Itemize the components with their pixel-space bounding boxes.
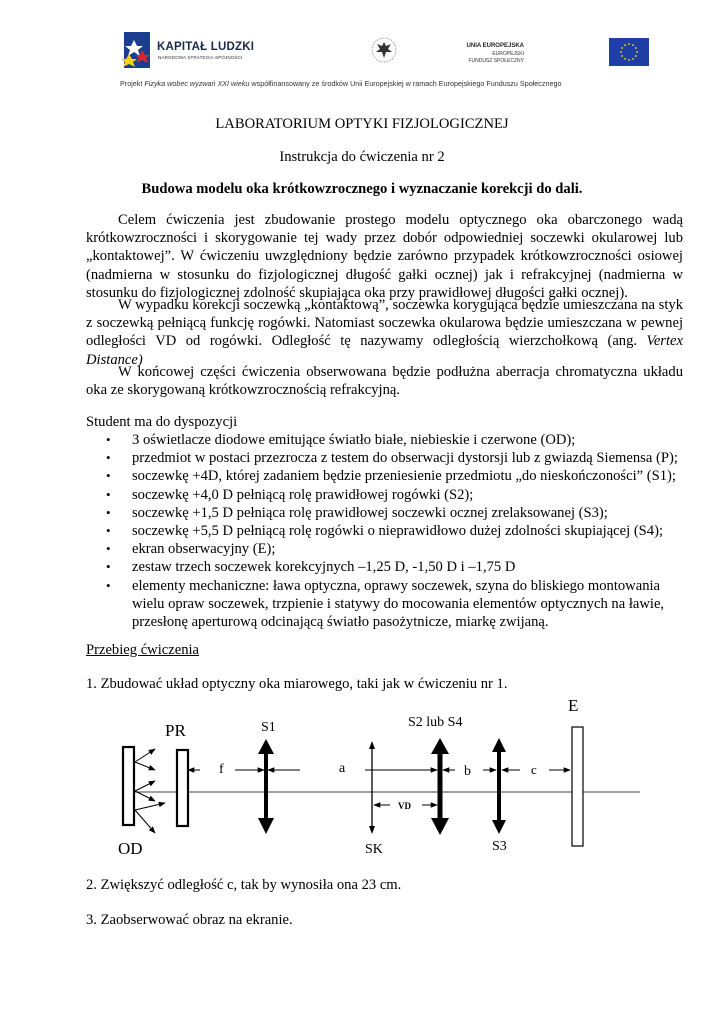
- project-name: Fizyka wobec wyzwań XXI wieku: [144, 79, 250, 88]
- intro-paragraph-1: [86, 211, 683, 302]
- lab-title: LABORATORIUM OPTYKI FIZJOLOGICZNEJ: [215, 116, 509, 132]
- label-s1: S1: [261, 720, 276, 735]
- list-item: • soczewkę +1,5 D pełniąca rolę prawidłowej soczewki ocznej zrelaksowanej (S3);: [86, 504, 706, 522]
- object-pr: [177, 750, 188, 826]
- project-funding-line: [120, 79, 561, 88]
- intro-p1-text: Celem ćwiczenia jest zbudowanie prostego modelu optycznego oka obarczonego wadą krótkowzroczności i skorygowanie tej wady przez dobór odpowiedniej soczewki okularowej lub „kontaktowej”. W ćwiczeniu uwzględniony będzie zarówno przypadek krótkowzroczności osiowej (nadmierna w stosunku do fizjologicznej długość gałki ocznej) jak i refrakcyjnej (nadmierna w stosunku do fizjologicznej zdolność skupiająca oka przy prawidłowej długości gałki ocznej).: [86, 212, 683, 301]
- procedure-heading: Przebieg ćwiczenia: [86, 642, 200, 658]
- list-item: • soczewkę +4,0 D pełniącą rolę prawidłowej rogówki (S2);: [86, 486, 706, 504]
- exercise-title: Budowa modelu oka krótkowzrocznego i wyznaczanie korekcji do dali.: [141, 181, 583, 197]
- label-a: a: [339, 761, 346, 776]
- list-item: • zestaw trzech soczewek korekcyjnych –1,25 D, -1,50 D i –1,75 D: [86, 558, 706, 576]
- equipment-heading: Student ma do dyspozycji: [86, 414, 238, 430]
- vertex-distance-term: Vertex Distance): [86, 333, 683, 368]
- eu-subtitle-1: EUROPEJSKI: [492, 51, 524, 57]
- kapital-ludzki-subtitle: NARODOWA STRATEGIA SPÓJNOŚCI: [158, 55, 243, 60]
- label-e: E: [568, 696, 579, 715]
- university-emblem-icon: [371, 34, 397, 66]
- label-f: f: [219, 762, 224, 777]
- label-s3: S3: [492, 839, 507, 854]
- label-sk: SK: [365, 842, 383, 857]
- kapital-ludzki-logo-icon: [120, 30, 154, 70]
- label-od: OD: [118, 839, 143, 858]
- equipment-list: [86, 431, 706, 631]
- list-item: • 3 oświetlacze diodowe emitujące światło białe, niebieskie i czerwone (OD);: [86, 431, 706, 449]
- eu-flag-icon: [609, 38, 649, 66]
- intro-paragraph-2: [86, 296, 683, 369]
- intro-p3-text: W końcowej części ćwiczenia obserwowana będzie podłużna aberracja chromatyczna układu oka ze skorygowaną krótkowzrocznością refrakcyjną.: [86, 364, 683, 399]
- list-item: • soczewkę +4D, której zadaniem będzie przeniesienie przedmiotu „do nieskończoności” (S1);: [86, 467, 706, 485]
- screen-e: [572, 727, 583, 846]
- list-item: • soczewkę +5,5 D pełniącą rolę rogówki o nieprawidłowo dużej zdolności skupiającej (S4);: [86, 522, 706, 540]
- eu-subtitle-2: FUNDUSZ SPOŁECZNY: [468, 58, 524, 64]
- list-item: • ekran obserwacyjny (E);: [86, 540, 706, 558]
- list-item: • przedmiot w postaci przezrocza z testem do obserwacji dystorsji lub z gwiazdą Siemensa (P);: [86, 449, 706, 467]
- procedure-step-3: 3. Zaobserwować obraz na ekranie.: [86, 912, 293, 928]
- instruction-number: Instrukcja do ćwiczenia nr 2: [279, 149, 445, 165]
- intro-p2-text: W wypadku korekcji soczewką „kontaktową”, soczewka korygująca będzie umieszczana na styk z soczewką pełniącą funkcję rogówki. Natomiast soczewka okularowa będzie umieszczana w pewnej odległości VD od rogówki. Odległość tę nazywamy odległością wierzchołkową (ang.: [86, 297, 684, 350]
- illuminator-od: [123, 747, 134, 825]
- label-c: c: [531, 762, 537, 777]
- project-suffix: współfinansowany ze środków Unii Europejskiej w ramach Europejskiego Funduszu Społecznego: [249, 79, 562, 88]
- label-b: b: [464, 764, 471, 779]
- eu-title: UNIA EUROPEJSKA: [466, 43, 524, 49]
- label-s2-s4: S2 lub S4: [408, 715, 463, 730]
- label-pr: PR: [165, 721, 186, 740]
- kapital-ludzki-title: KAPITAŁ LUDZKI: [157, 41, 255, 53]
- list-item: • elementy mechaniczne: ława optyczna, oprawy soczewek, szyna do bliskiego montowania wielu opraw soczewek, trzpienie i statywy do mocowania elementów optycznych na ławie, przesłonę aperturową odcinającą światło pasożytnicze, miarkę zwijaną.: [86, 577, 692, 632]
- project-prefix: Projekt: [120, 79, 145, 88]
- intro-paragraph-3: [86, 363, 683, 399]
- procedure-step-2: 2. Zwiększyć odległość c, tak by wynosiła ona 23 cm.: [86, 877, 402, 893]
- label-vd: VD: [398, 801, 411, 811]
- procedure-step-1: 1. Zbudować układ optyczny oka miarowego, taki jak w ćwiczeniu nr 1.: [86, 676, 508, 692]
- page-header: [0, 0, 724, 100]
